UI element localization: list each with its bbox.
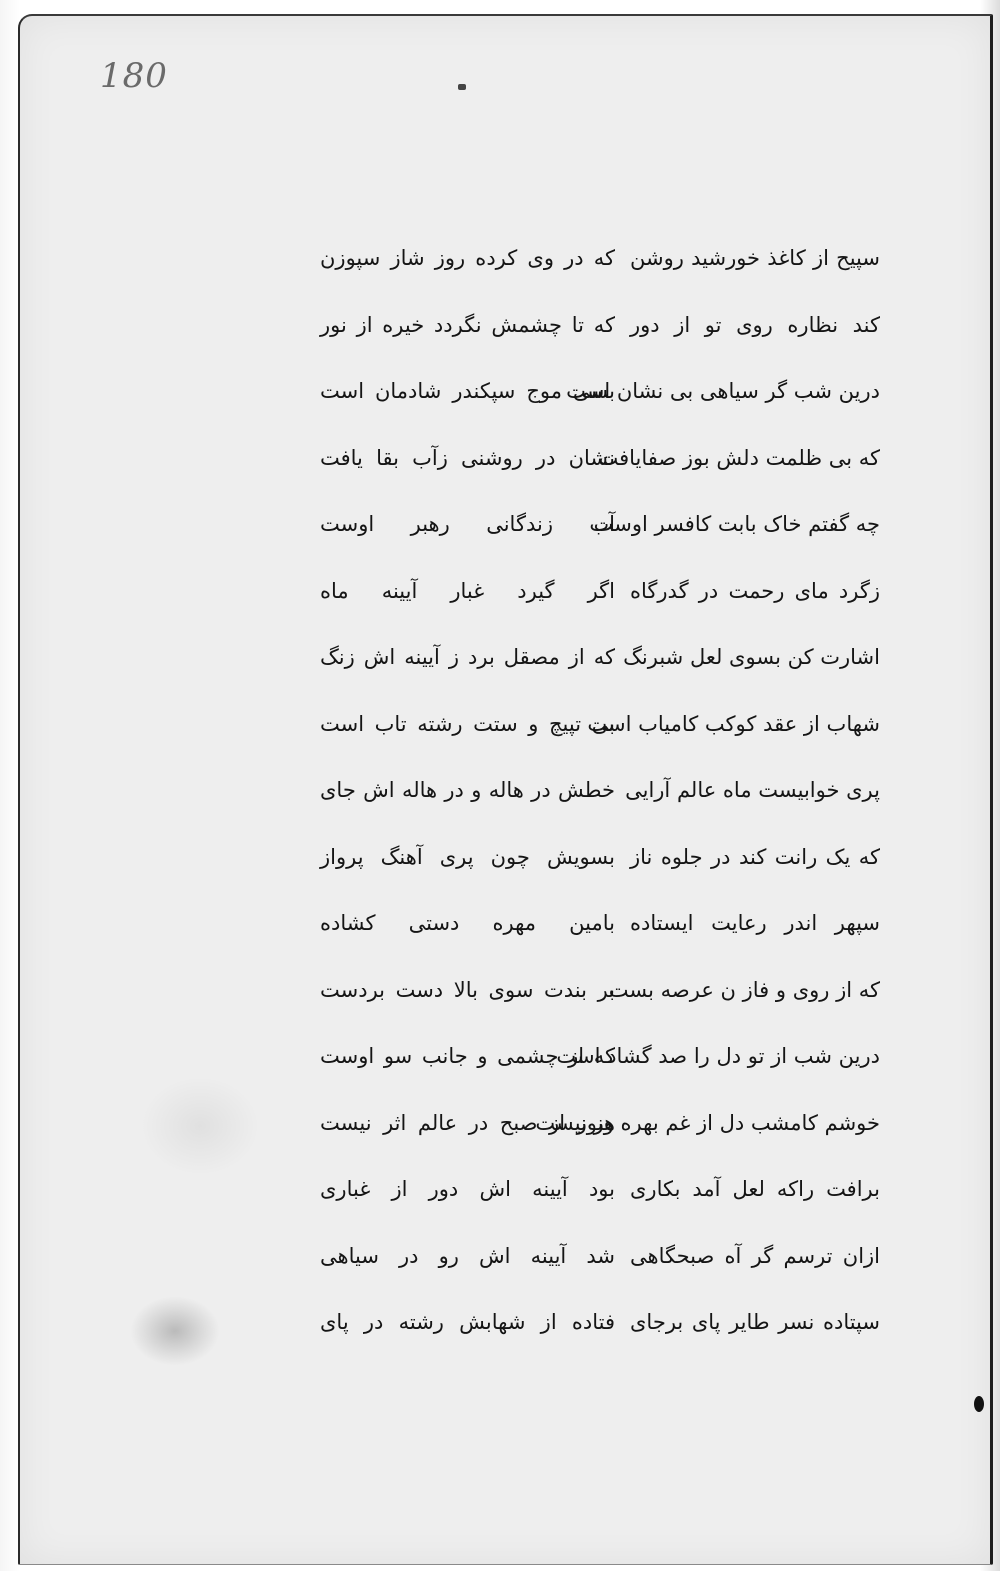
hemistich-left: فتاده از شهابش رشته در پای (320, 1310, 615, 1334)
hemistich-right: که از روی و فاز ن عرصه بست (608, 977, 880, 1002)
folio-number: 180 (100, 56, 168, 96)
hemistich-left: خطش در هاله و در هاله اش جای (320, 778, 615, 802)
hemistich-left: بر بندت سوی بالا دست بردست (320, 977, 615, 1002)
manuscript-page (18, 14, 993, 1565)
hemistich-left: که در وی کرده روز شاز سپوزن (320, 246, 615, 270)
hemistich-right: سپتاده نسر طایر پای برجای (630, 1310, 880, 1334)
hemistich-right: که بی ظلمت دلش بوز صفایافت (598, 445, 880, 470)
hemistich-left: که از چشمی و جانب سو اوست (320, 1044, 615, 1068)
hemistich-left: بی تپیچ و ستت رشته تاب است (320, 711, 615, 736)
couplet (300, 1302, 900, 1369)
couplet (300, 1169, 900, 1236)
couplet (300, 1036, 900, 1103)
couplet (300, 305, 900, 372)
edge-blot (974, 1396, 984, 1412)
hemistich-right: کند نظاره روی تو از دور (630, 312, 880, 337)
hemistich-right: خوشم کامشب دل از غم بهره ور نیست (535, 1110, 880, 1135)
hemistich-right: زگرد مای رحمت در گدرگاه (630, 578, 880, 603)
couplet (300, 371, 900, 438)
hemistich-right: درین شب گر سیاهی بی نشان است (566, 379, 880, 403)
couplet (300, 837, 900, 904)
hemistich-right: شهاب از عقد کوکب کامیاب است (587, 711, 880, 736)
hemistich-right: برافت راکه لعل آمد بکاری (630, 1177, 880, 1201)
hemistich-left: بسویش چون پری آهنگ پرواز (320, 844, 615, 869)
hemistich-left: شد آیینه اش رو در سیاهی (320, 1243, 615, 1268)
hemistich-left: که تا چشمش نگردد خیره از نور (320, 312, 615, 337)
couplet (300, 970, 900, 1037)
couplet (300, 1236, 900, 1303)
hemistich-left: بسی موج سپکندر شادمان است (320, 379, 615, 403)
couplet (300, 770, 900, 837)
hemistich-left: آب زندگانی رهبر اوست (320, 512, 615, 536)
hemistich-left: که از مصقل برد ز آیینه اش زنگ (320, 645, 615, 669)
couplet (300, 903, 900, 970)
hemistich-right: سپهر اندر رعایت ایستاده (630, 911, 880, 935)
verse-columns (300, 238, 900, 1369)
hemistich-right: اشارت کن بسوی لعل شبرنگ (623, 645, 880, 669)
couplet (300, 637, 900, 704)
hemistich-right: درین شب از تو دل را صد گشاد است (556, 1044, 880, 1068)
hemistich-right: پری خوابیست ماه عالم آرایی (625, 778, 880, 802)
hemistich-left: اگر گیرد غبار آیینه ماه (320, 578, 615, 603)
hemistich-left: بامین مهره دستی کشاده (320, 911, 615, 935)
hemistich-left: هنوز از صبح در عالم اثر نیست (320, 1110, 615, 1135)
couplet (300, 504, 900, 571)
couplet (300, 238, 900, 305)
couplet (300, 571, 900, 638)
couplet (300, 1103, 900, 1170)
hemistich-right: ازان ترسم گر آه صبحگاهی (630, 1243, 880, 1268)
hemistich-left: بود آیینه اش دور از غباری (320, 1177, 615, 1201)
hemistich-right: که یک رانت کند در جلوه ناز (630, 844, 880, 869)
ink-mark (458, 84, 466, 90)
page-stain (140, 1076, 260, 1176)
hemistich-right: چه گفتم خاک بابت کافسر اوست (593, 512, 880, 536)
hemistich-right: سپیح از کاغذ خورشید روشن (630, 246, 880, 270)
hemistich-left: نشان در روشنی زآب بقا یافت (320, 445, 615, 470)
couplet (300, 438, 900, 505)
couplet (300, 704, 900, 771)
